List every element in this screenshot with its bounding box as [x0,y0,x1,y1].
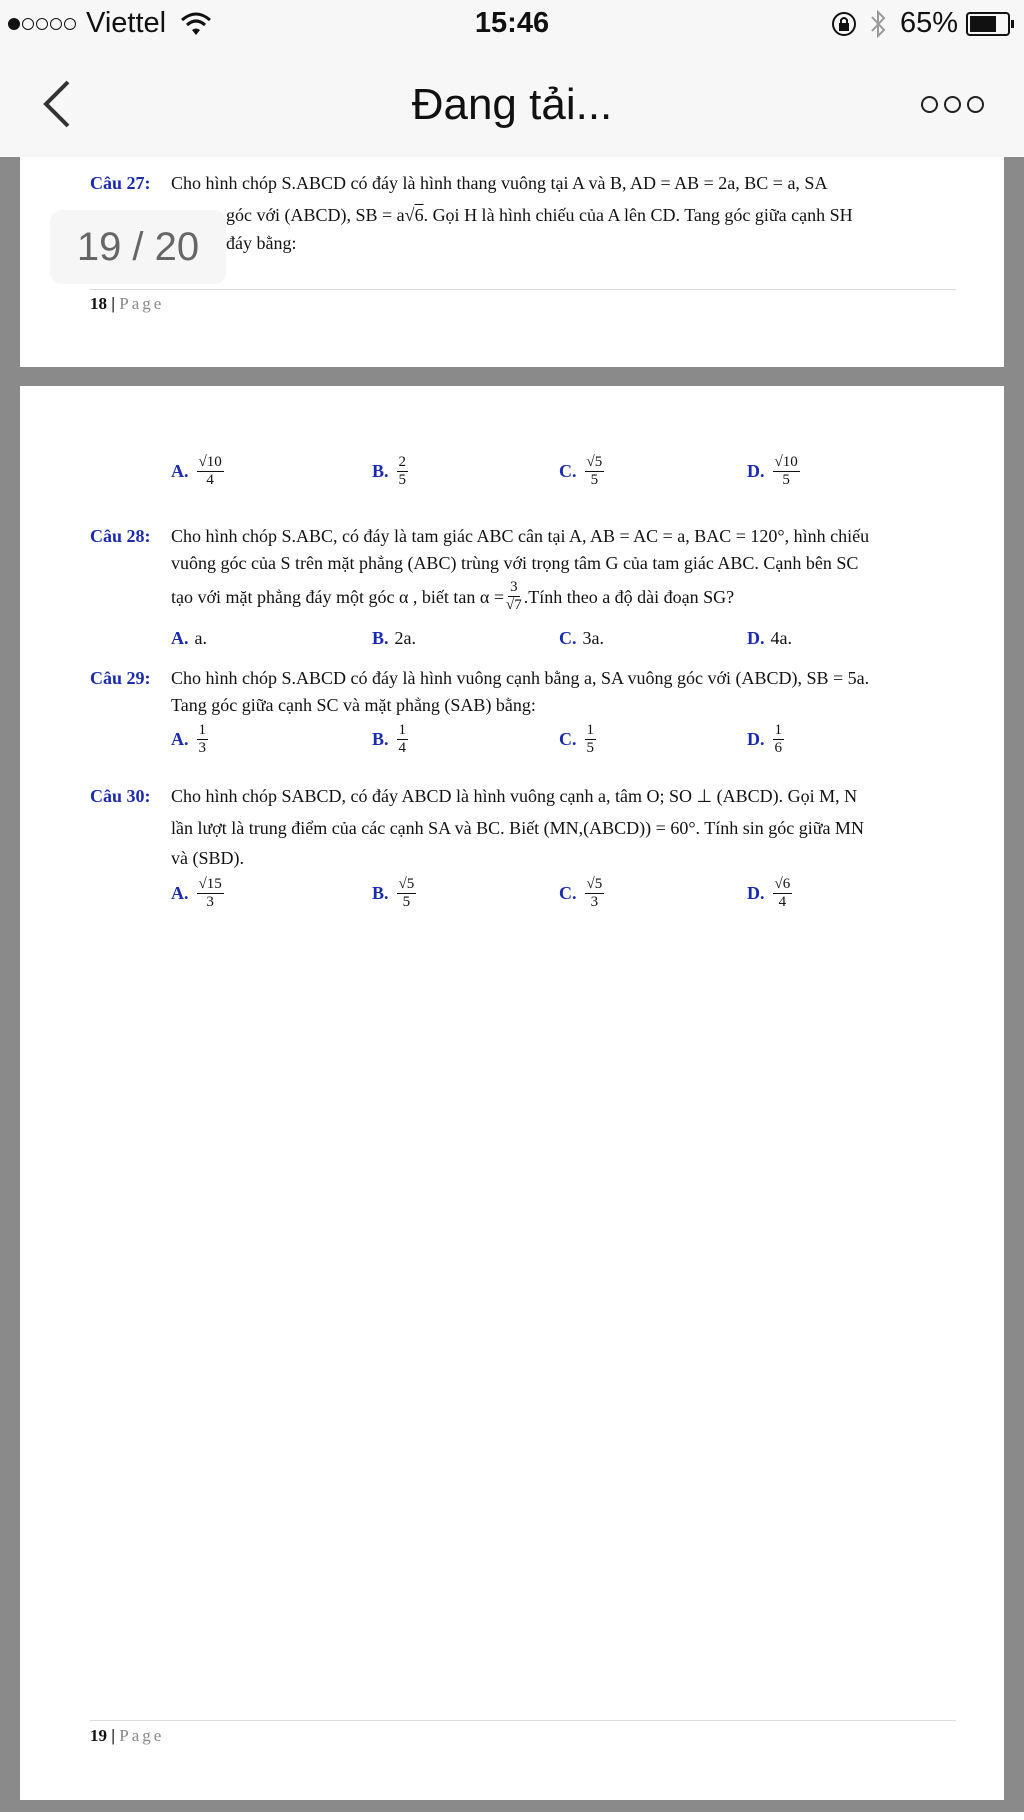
next-page-edge [0,1812,1024,1820]
clock: 15:46 [474,7,550,39]
question-text-line: Cho hình chóp S.ABC, có đáy là tam giác ABC cân tại A, AB = AC = a, BAC = 120°, hình chiếu [171,526,870,546]
more-dot-icon [944,96,961,113]
bluetooth-icon [868,9,888,39]
answer-option: D. 4a. [747,628,792,648]
battery-icon [966,11,1016,37]
answer-option: B. $\frac{1}{4}$ [372,722,407,756]
answer-option: A. $\frac{√15}{3}$ [171,876,222,910]
more-options-button[interactable] [915,96,984,113]
answer-option: C. $\frac{1}{5}$ [559,722,594,756]
page-counter-badge: 19 / 20 [50,210,226,284]
page-divider [90,1720,956,1721]
answer-option: D. $\frac{1}{6}$ [747,722,782,756]
question-text-line: và (SBD). [171,848,244,868]
more-dot-icon [921,96,938,113]
question-text-line: đáy bằng: [226,233,297,253]
page-footer: 18 | Page [90,294,165,313]
navigation-bar [0,50,1024,157]
question-text-line: vuông góc của S trên mặt phẳng (ABC) trùng với trọng tâm G của tam giác ABC. Cạnh bên SC [171,553,859,573]
answer-option: A. $\frac{1}{3}$ [171,722,206,756]
page-footer: 19 | Page [90,1726,165,1745]
carrier-name: Viettel [86,7,167,39]
answer-option: A. a. [171,628,207,648]
page-title: Đang tải... [411,80,613,129]
rotation-lock-icon [830,10,858,38]
question-number: Câu 28: [90,526,151,546]
answer-option: C. 3a. [559,628,604,648]
answer-option: D. $\frac{√10}{5}$ [747,454,798,488]
question-text-line: góc với (ABCD), SB = a√6. Gọi H là hình chiếu của A lên CD. Tang góc giữa cạnh SH [226,205,853,225]
answer-option: D. $\frac{√6}{4}$ [747,876,791,910]
question-text-line: Cho hình chóp SABCD, có đáy ABCD là hình vuông cạnh a, tâm O; SO ⊥ (ABCD). Gọi M, N [171,786,858,806]
question-text-line: lần lượt là trung điểm của các cạnh SA và BC. Biết (MN,(ABCD)) = 60°. Tính sin góc giữa MN [171,818,864,838]
question-text-line: Tang góc giữa cạnh SC và mặt phẳng (SAB) bằng: [171,695,536,715]
question-text-line: Cho hình chóp S.ABCD có đáy là hình vuông cạnh bằng a, SA vuông góc với (ABCD), SB = 5a. [171,668,870,688]
status-bar [0,0,1024,50]
document-page-19 [20,386,1004,1800]
more-dot-icon [967,96,984,113]
question-text-line: Cho hình chóp S.ABCD có đáy là hình thang vuông tại A và B, AD = AB = 2a, BC = a, SA [171,173,828,193]
answer-option: C. $\frac{√5}{5}$ [559,454,603,488]
page-divider [90,289,956,290]
answer-option: B. $\frac{√5}{5}$ [372,876,415,910]
answer-option: C. $\frac{√5}{3}$ [559,876,603,910]
question-number: Câu 27: [90,173,151,193]
battery-percent: 65% [899,7,958,39]
answer-option: B. 2a. [372,628,417,648]
answer-option: A. $\frac{√10}{4}$ [171,454,222,488]
question-number: Câu 29: [90,668,151,688]
question-text-line: tạo với mặt phẳng đáy một góc α , biết tan α = $\frac{3}{√7}$ .Tính theo a độ dài đoạn SG? [171,579,735,613]
answer-option: B. $\frac{2}{5}$ [372,454,407,488]
question-number: Câu 30: [90,786,151,806]
